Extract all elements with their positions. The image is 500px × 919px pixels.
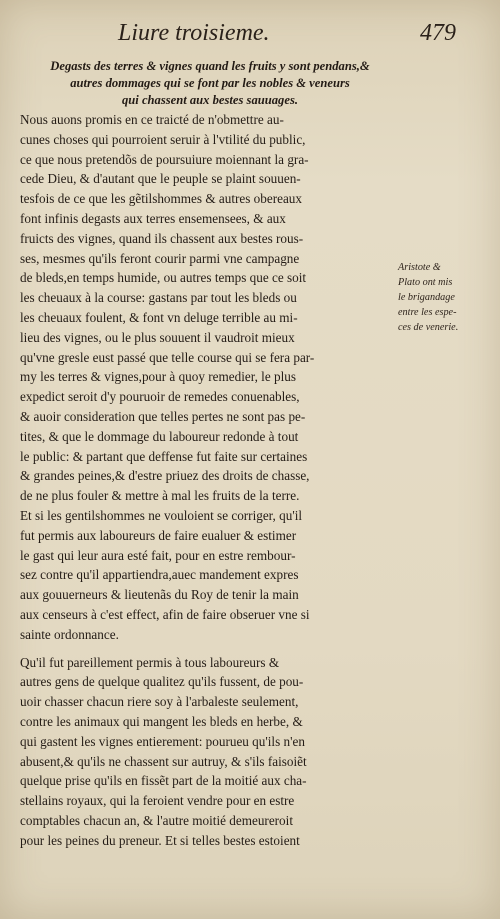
text-line: les cheuaux à la course: gastans par tout les bleds ou [20,290,297,306]
text-line: autres gens de quelque qualitez qu'ils fussent, de pou- [20,674,304,690]
paragraph [20,110,400,645]
text-line: lieu des vignes, ou le plus souuent il vaudroit mieux [20,329,295,345]
text-line: contre les animaux qui mangent les bleds en herbe, & [20,713,303,729]
marginal-note-line: Plato ont mis [398,277,453,288]
text-line: Nous auons promis en ce traicté de n'obmettre au- [20,112,284,127]
marginal-note-line: le brigandage [398,292,455,303]
body-text [20,110,400,850]
marginal-note-line: entre les espe- [398,307,457,318]
paragraph [20,653,400,851]
text-line: sez contre qu'il appartiendra,auec mandement expres [20,567,299,583]
text-line: & auoir consideration que telles pertes ne sont pas pe- [20,408,306,424]
text-line: ses, mesmes qu'ils feront courir parmi vne campagne [20,250,300,266]
heading-line: qui chassent aux bestes sauuages. [122,93,298,107]
text-line: cede Dieu, & d'autant que le peuple se plaint souuen- [20,171,301,187]
text-line: fut permis aux laboureurs de faire eualuer & estimer [20,527,297,543]
page-number: 479 [420,20,456,46]
text-line: sainte ordonnance. [20,626,119,642]
heading-line: Degasts des terres & vignes quand les fruits y sont pendans,& [50,59,370,73]
text-line: expedict seroit d'y pouruoir de remedes conuenables, [20,389,300,405]
text-line: stellains royaux, qui la feroient vendre pour en estre [20,793,295,809]
text-line: tesfois de ce que les gẽtilshommes & autres obereaux [20,191,302,207]
marginal-note-line: Aristote & [398,262,441,273]
section-heading [20,58,400,109]
text-line: quelque prise qu'ils en fissẽt part de la moitié aux cha- [20,773,307,789]
running-title: Liure troisieme. [118,20,270,46]
text-line: les cheuaux foulent, & font vn deluge terrible au mi- [20,309,298,325]
marginal-note-line: ces de venerie. [398,322,459,333]
text-line: comptables chacun an, & l'autre moitié demeureroit [20,812,293,828]
text-line: Et si les gentilshommes ne vouloient se corriger, qu'il [20,507,303,523]
text-line: aux gouuerneurs & lieutenãs du Roy de tenir la main [20,587,299,603]
text-line: le public: & partant que deffense fut faite sur certaines [20,448,308,464]
text-line: de ne plus fouler & mettre à mal les fruits de la terre. [20,488,300,504]
heading-line: autres dommages qui se font par les nobles & veneurs [70,76,350,90]
text-line: le gast qui leur aura esté fait, pour en estre rembour- [20,547,296,563]
text-line: cunes choses qui pourroient seruir à l'vtilité du public, [20,131,306,147]
text-line: fruicts des vignes, quand ils chassent aux bestes rous- [20,230,304,246]
running-head [0,20,500,52]
text-line: qu'vne gresle eust passé que telle course qui se fera par- [20,349,315,365]
text-line: uoir chasser chacun riere soy à l'arbaleste seulement, [20,694,299,710]
text-line: aux censeurs à c'est effect, afin de faire obseruer vne si [20,606,310,622]
text-line: font infinis degasts aux terres ensemensees, & aux [20,210,286,226]
text-line: qui gastent les vignes entierement: pourueu qu'ils n'en [20,733,305,749]
text-line: my les terres & vignes,pour à quoy remedier, le plus [20,369,296,385]
text-line: abusent,& qu'ils ne chassent sur autruy, & s'ils faisoiẽt [20,753,307,769]
text-line: & grandes peines,& d'estre priuez des droits de chasse, [20,468,310,484]
text-line: de bleds,en temps humide, ou autres temps que ce soit [20,270,307,286]
marginal-note [398,260,498,335]
text-line: pour les peines du preneur. Et si telles bestes estoient [20,832,300,848]
text-line: Qu'il fut pareillement permis à tous laboureurs & [20,654,280,670]
text-line: ce que nous pretendõs de poursuiure moiennant la gra- [20,151,309,167]
text-line: tites, & que le dommage du laboureur redonde à tout [20,428,299,444]
